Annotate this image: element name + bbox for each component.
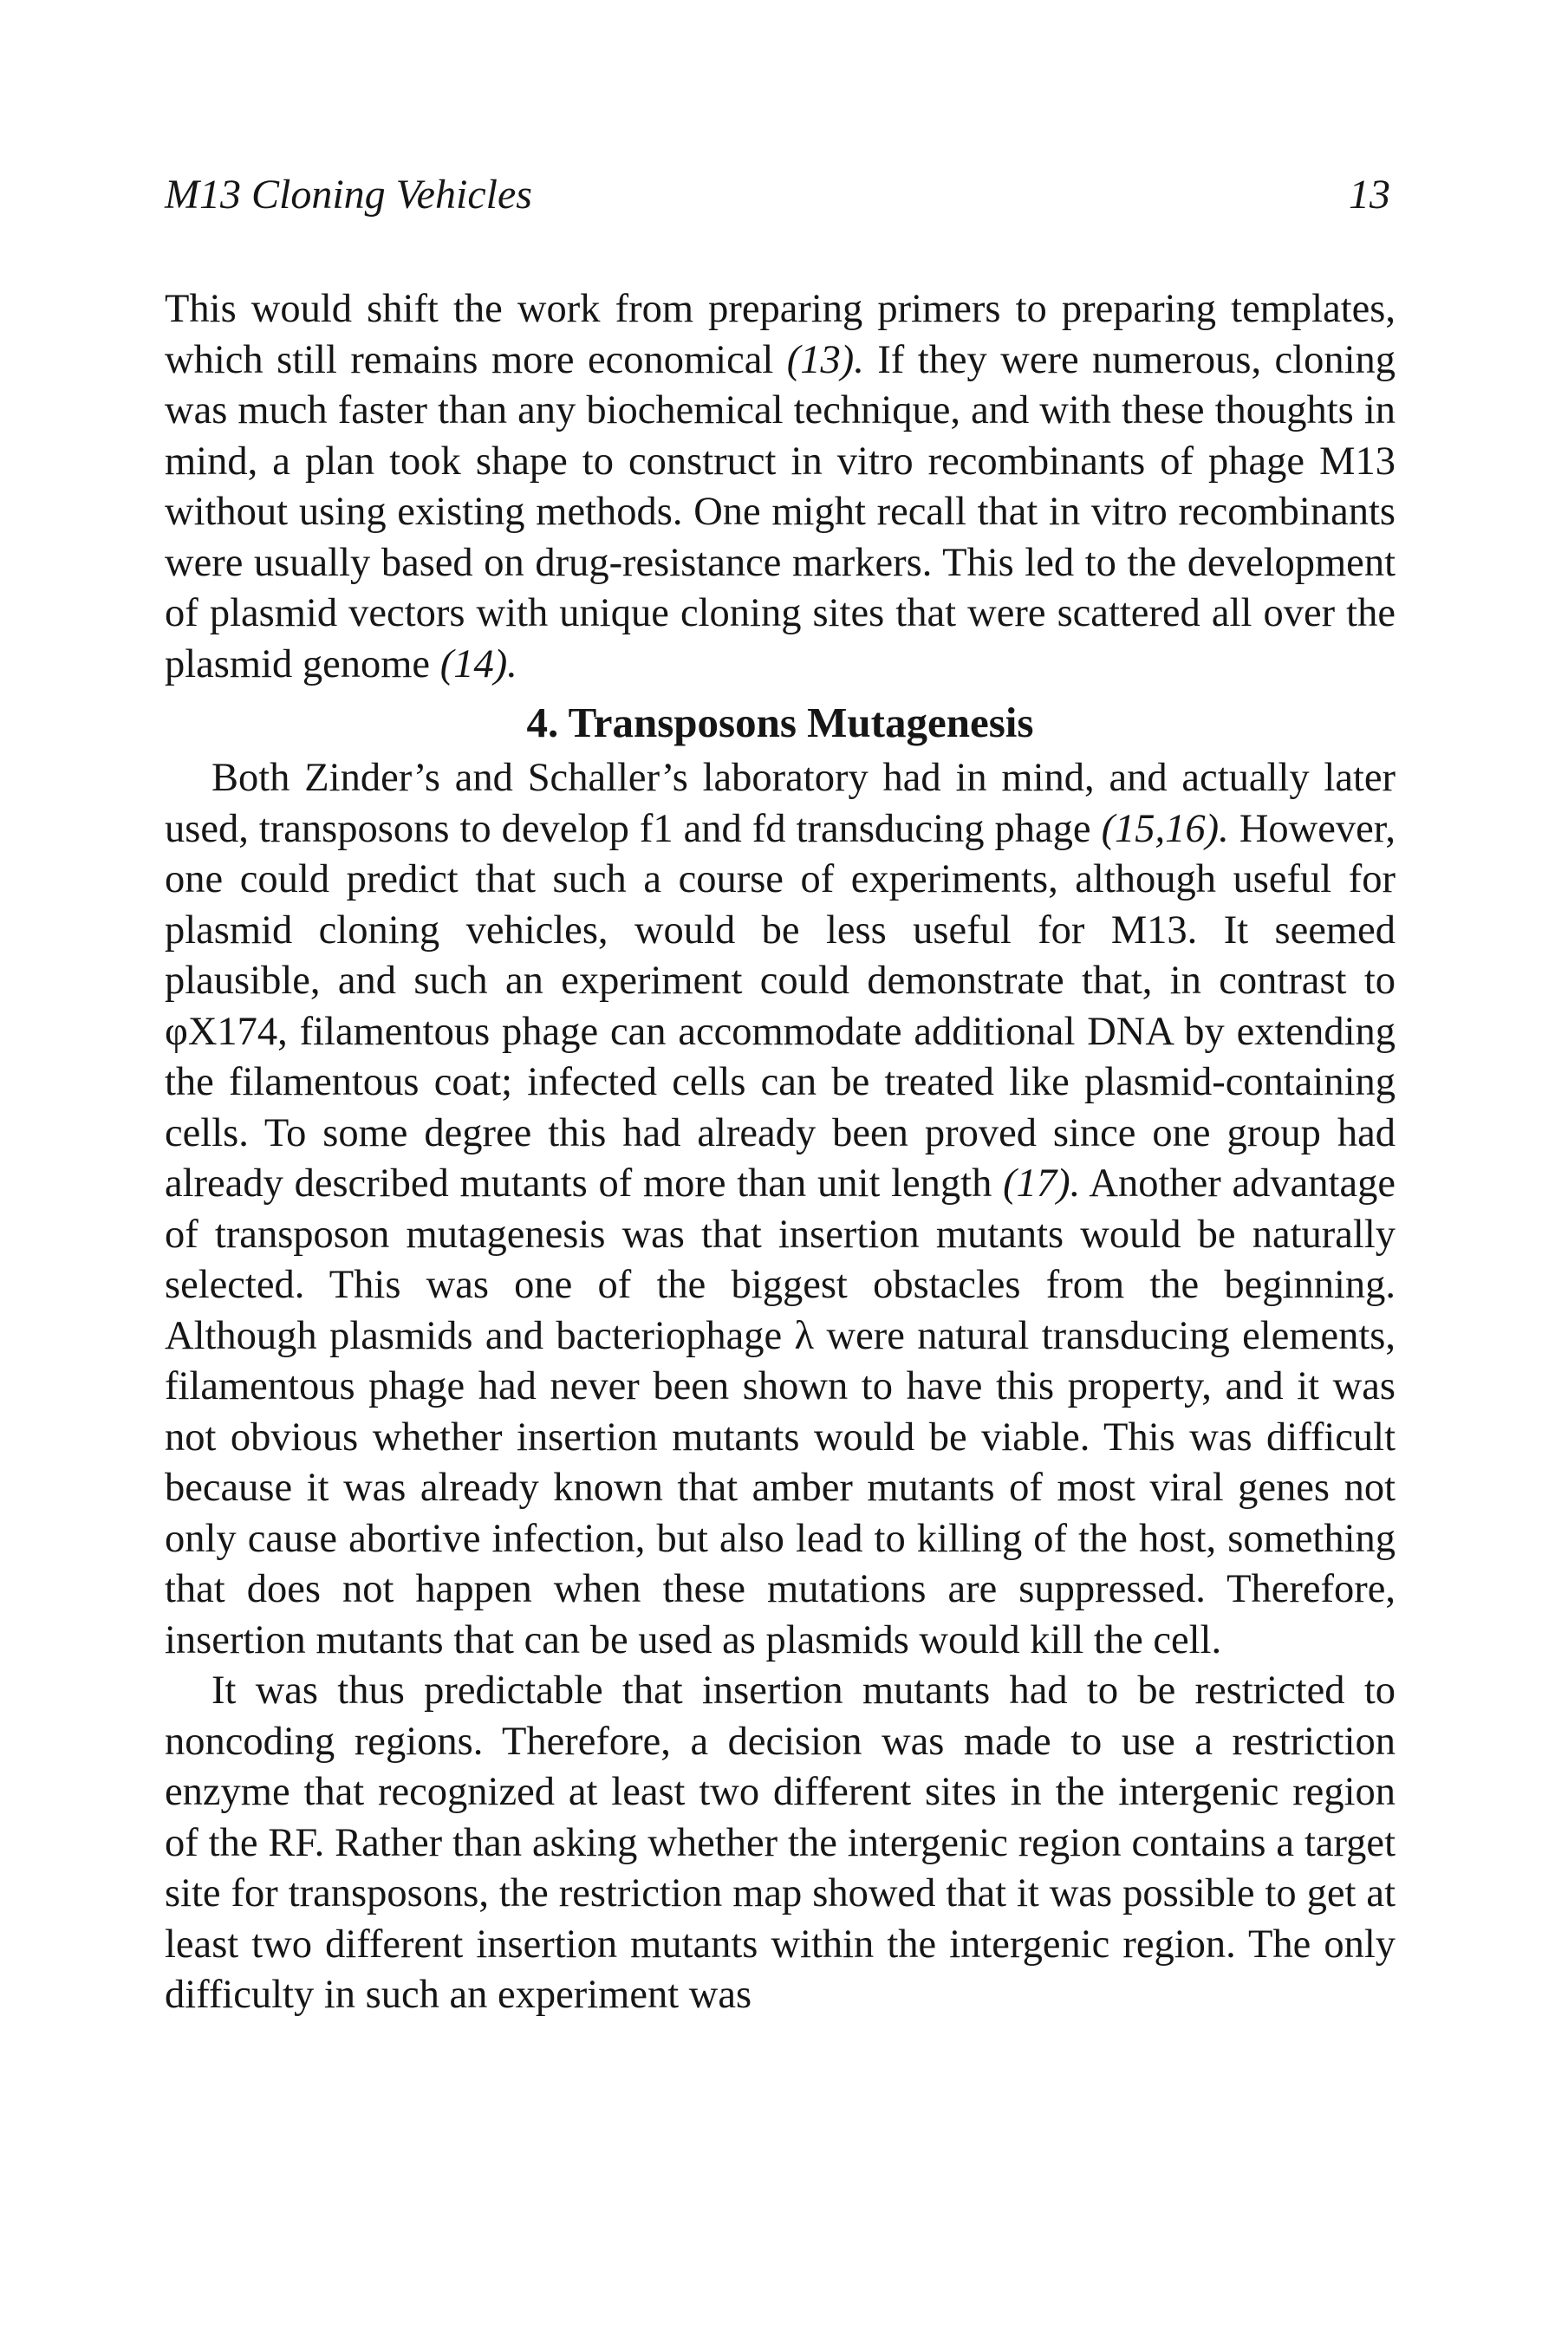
paragraph-3 bbox=[165, 1666, 1396, 2021]
paragraph-2 bbox=[165, 753, 1396, 1666]
citation: (14). bbox=[439, 641, 517, 686]
text-run: However, one could predict that such a course of experiments, although useful for plasmid cloning vehicles, would be less useful for M13. It seemed plausible, and such an experiment could demonstrate that, in contrast to φX174, filamentous phage can accommodate additional DNA by extending the filamentous coat; infected cells can be treated like plasmid-containing cells. To some degree this had already been proved since one group had already described mutants of more than unit length bbox=[165, 806, 1396, 1206]
citation: (17). bbox=[1003, 1161, 1081, 1206]
text-run: Another advantage of transposon mutagenesis was that insertion mutants would be naturally selected. This was one of the biggest obstacles from the beginning. Although plasmids and bacteriophage λ were natural transducing elements, filamentous phage had never been shown to have this property, and it was not obvious whether insertion mutants would be viable. This was difficult because it was already known that amber mutants of most viral genes not only cause abortive infection, but also lead to killing of the host, something that does not happen when these mutations are suppressed. Therefore, insertion mutants that can be used as plasmids would kill the cell. bbox=[165, 1161, 1396, 1662]
body-text bbox=[165, 284, 1396, 2021]
text-run: If they were numerous, cloning was much faster than any biochemical technique, and with these thoughts in mind, a plan took shape to construct in vitro recombinants of phage M13 without using existing methods. One might recall that in vitro recombinants were usually based on drug-resistance markers. This led to the development of plasmid vectors with unique cloning sites that were scattered all over the plasmid genome bbox=[165, 337, 1396, 686]
page-number: 13 bbox=[1349, 172, 1390, 218]
citation: (13). bbox=[786, 337, 864, 382]
text-run: Both Zinder’s and Schaller’s laboratory had in mind, and actually later used, transposons to develop f1 and fd transducing phage bbox=[165, 756, 1396, 851]
section-heading: 4. Transposons Mutagenesis bbox=[526, 699, 1034, 746]
paragraph-1 bbox=[165, 284, 1396, 690]
running-head-title: M13 Cloning Vehicles bbox=[165, 172, 532, 218]
text-run: This would shift the work from preparing primers to preparing templates, which still remains more economical bbox=[165, 287, 1396, 382]
running-head bbox=[165, 165, 1396, 225]
book-page bbox=[165, 0, 1396, 2348]
text-run: It was thus predictable that insertion mutants had to be restricted to noncoding regions. Therefore, a decision was made to use a restriction enzyme that recognized at least two different sites in the intergenic region of the RF. Rather than asking whether the intergenic region contains a target site for transposons, the restriction map showed that it was possible to get at least two different insertion mutants within the intergenic region. The only difficulty in such an experiment was bbox=[165, 1668, 1396, 2017]
citation: (15,16). bbox=[1101, 806, 1229, 851]
